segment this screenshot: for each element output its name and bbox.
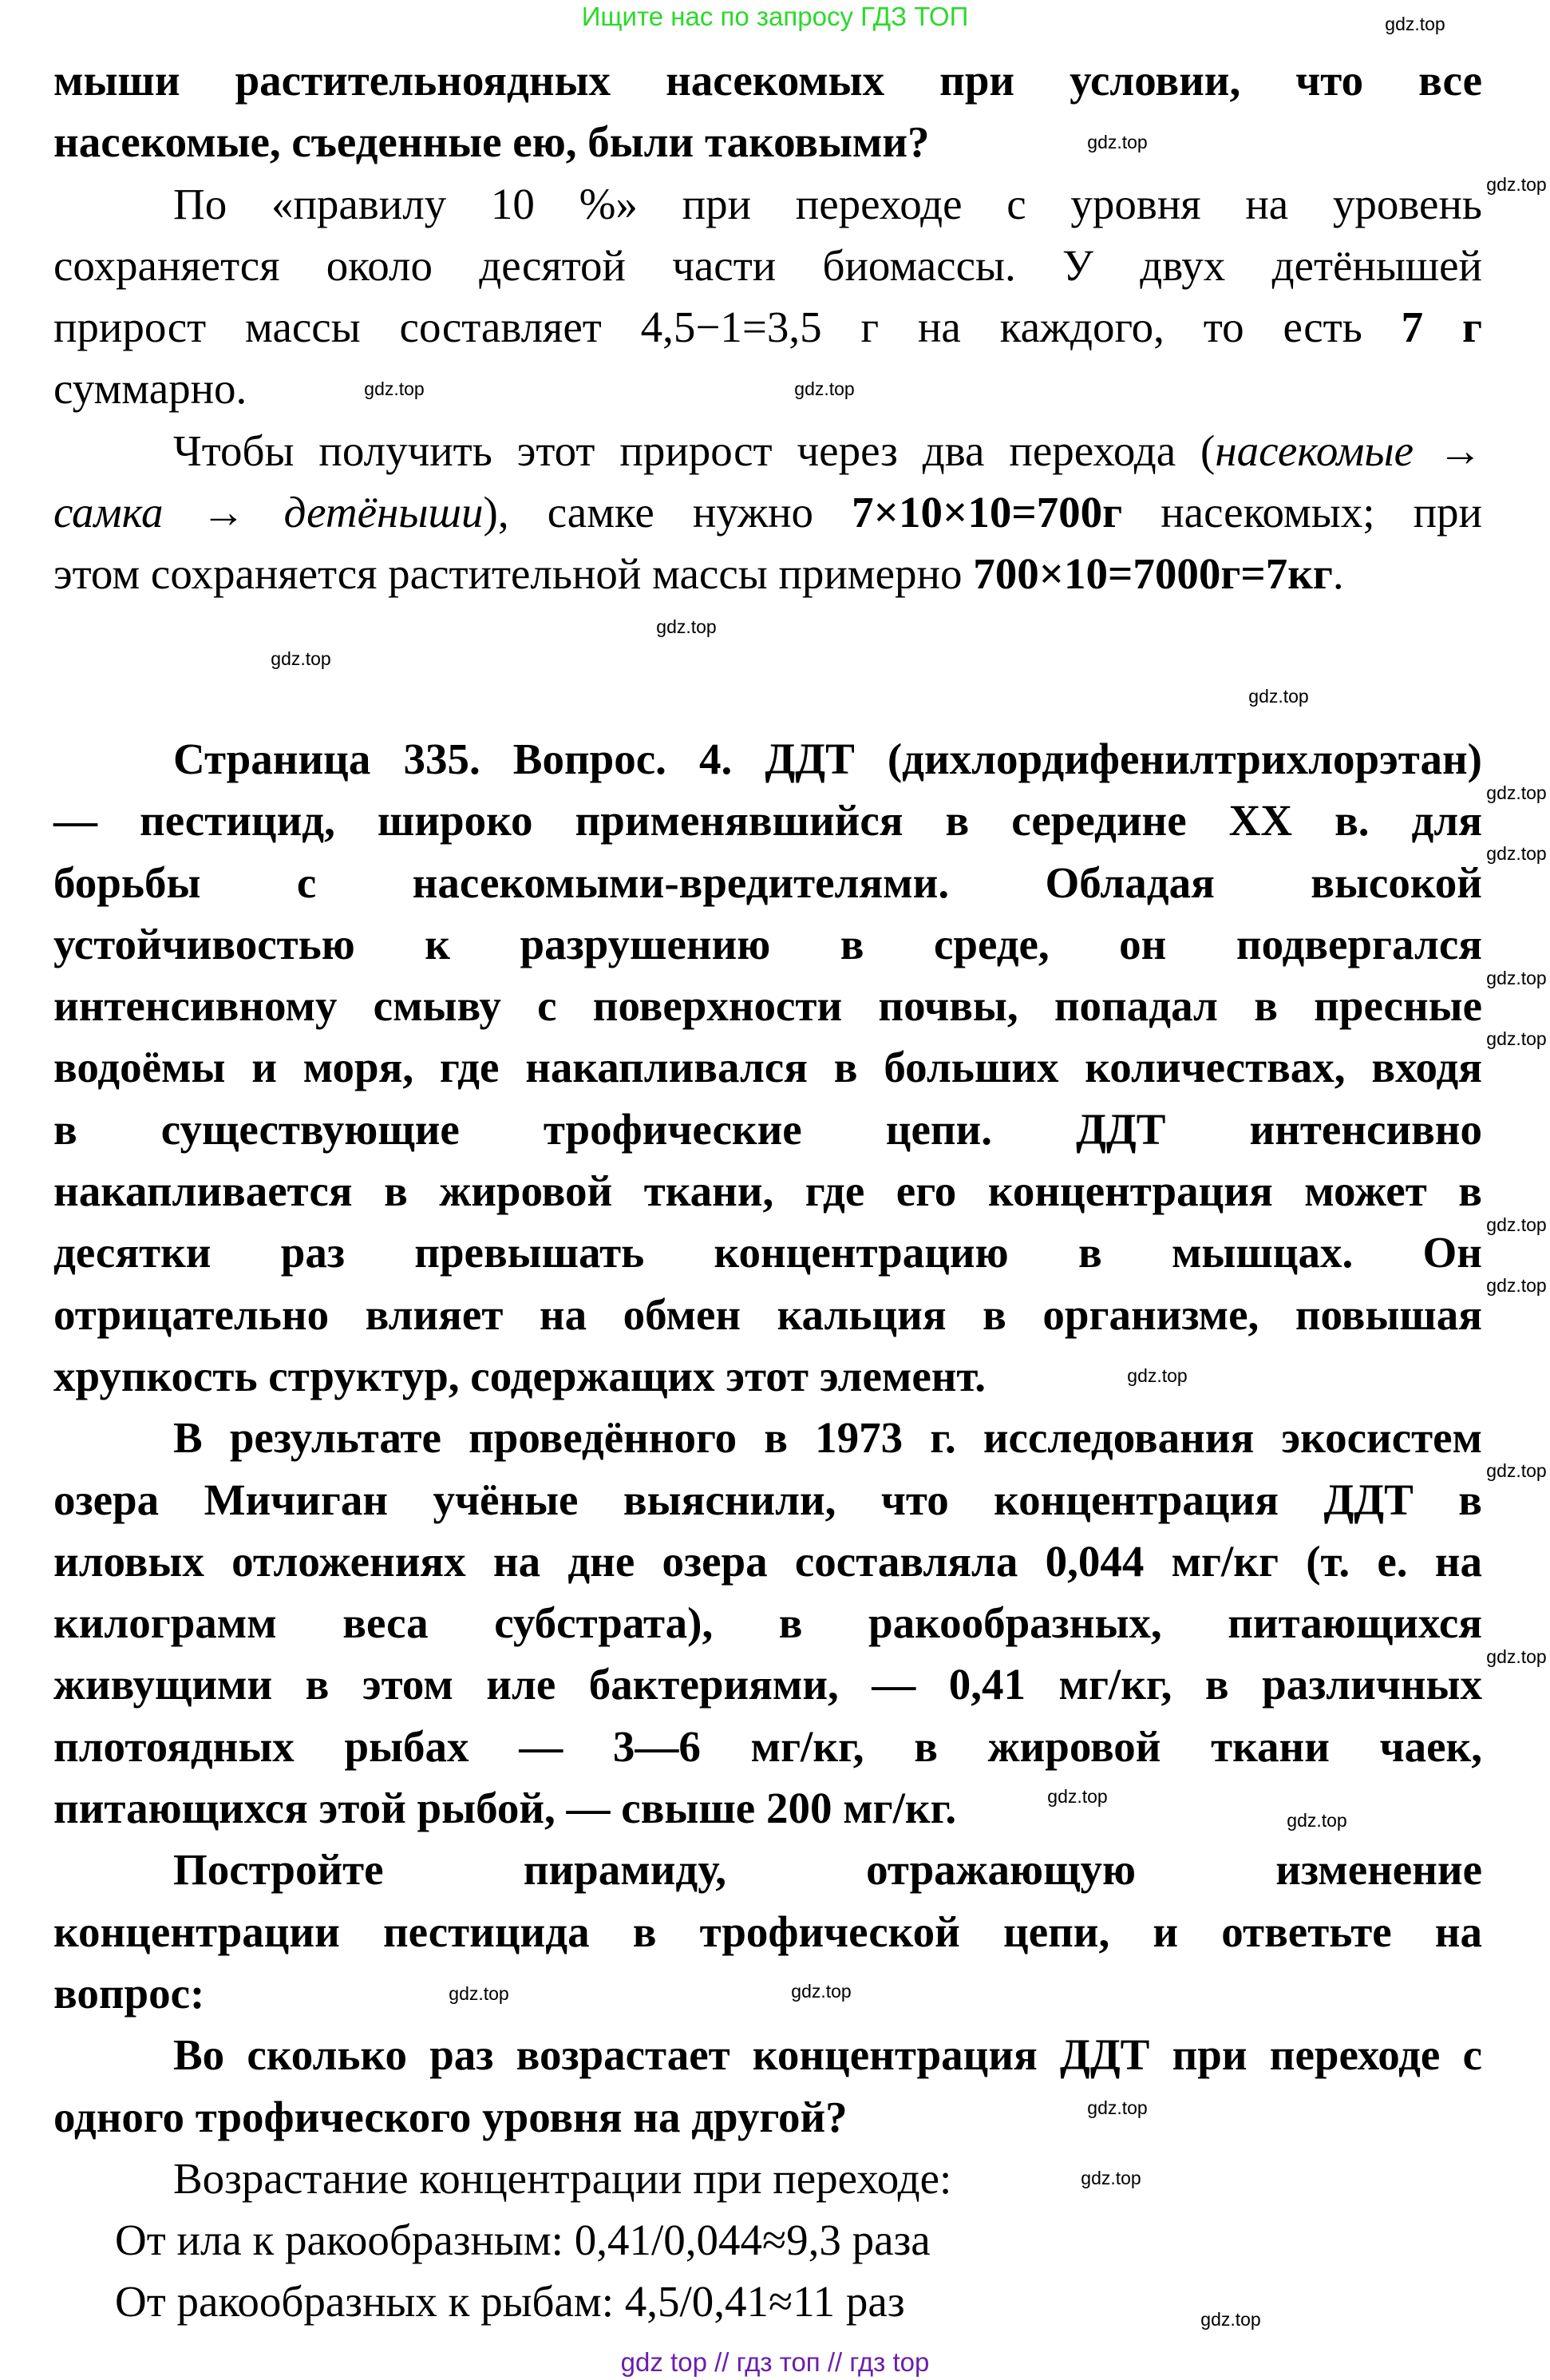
watermark: gdz.top bbox=[1486, 1028, 1547, 1049]
watermark: gdz.top bbox=[1087, 132, 1148, 152]
text-line bbox=[53, 2209, 931, 2271]
bold-text: десятки раз превышать концентрацию в мышцах. Он bbox=[53, 1228, 1482, 1277]
bold-text: Во сколько раз возрастает концентрация ДДТ при переходе с bbox=[173, 2030, 1482, 2080]
watermark: gdz.top bbox=[791, 1981, 852, 2002]
answer-section bbox=[53, 50, 1482, 605]
bold-text: концентрации пестицида в трофической цепи, и ответьте на bbox=[53, 1907, 1482, 1956]
text-segment: → bbox=[1414, 426, 1483, 475]
text-segment: От ила к ракообразным: 0,41/0,044≈9,3 раза bbox=[115, 2216, 931, 2265]
text-line bbox=[53, 1777, 956, 1839]
text-line bbox=[53, 481, 1482, 543]
watermark: gdz.top bbox=[1486, 1214, 1547, 1235]
watermark: gdz.top bbox=[1127, 1365, 1188, 1386]
text-segment: . bbox=[1332, 549, 1344, 599]
text-line bbox=[53, 296, 1482, 358]
text-line bbox=[53, 1962, 204, 2024]
watermark: gdz.top bbox=[656, 616, 717, 637]
watermark: gdz.top bbox=[794, 378, 855, 399]
watermark: gdz.top bbox=[1486, 1460, 1547, 1481]
bold-text: одного трофического уровня на другой? bbox=[53, 2092, 848, 2141]
text-line bbox=[53, 235, 1482, 296]
text-line bbox=[53, 1407, 1482, 1468]
bold-text: водоёмы и моря, где накапливался в больших количествах, входя bbox=[53, 1043, 1482, 1092]
bold-text: озера Мичиган учёные выяснили, что концентрация ДДТ в bbox=[53, 1475, 1482, 1524]
text-line bbox=[53, 1345, 986, 1407]
italic-text: насекомые bbox=[1215, 426, 1414, 475]
bold-text: — пестицид, широко применявшийся в середине XX в. для bbox=[53, 796, 1482, 845]
watermark: gdz.top bbox=[1486, 174, 1547, 195]
bold-text: отрицательно влияет на обмен кальция в организме, повышая bbox=[53, 1289, 1482, 1339]
text-line bbox=[53, 728, 1482, 790]
text-line bbox=[53, 1716, 1482, 1777]
text-segment: этом сохраняется растительной массы примерно bbox=[53, 549, 974, 599]
bold-text: килограмм веса субстрата), в ракообразных, питающихся bbox=[53, 1598, 1482, 1648]
text-line bbox=[53, 420, 1482, 481]
text-segment: По «правилу 10 %» при переходе с уровня на уровень bbox=[173, 179, 1482, 228]
text-line bbox=[53, 1099, 1482, 1160]
watermark: gdz.top bbox=[1200, 2309, 1261, 2330]
watermark: gdz.top bbox=[364, 378, 425, 399]
text-line bbox=[53, 111, 930, 172]
text-line bbox=[53, 1036, 1482, 1098]
italic-text: детёныши bbox=[283, 488, 484, 537]
watermark: gdz.top bbox=[271, 648, 331, 669]
watermark: gdz.top bbox=[1087, 2097, 1148, 2118]
footer-links[interactable]: gdz top // гдз топ // гдз top bbox=[620, 2347, 930, 2377]
text-segment: ), самке нужно bbox=[483, 488, 852, 537]
bold-text: живущими в этом иле бактериями, — 0,41 мг/кг, в различных bbox=[53, 1660, 1482, 1709]
watermark: gdz.top bbox=[1248, 686, 1309, 707]
watermark: gdz.top bbox=[1486, 1646, 1547, 1667]
bold-text: хрупкость структур, содержащих этот элемент. bbox=[53, 1351, 987, 1400]
text-line bbox=[53, 2086, 848, 2148]
watermark: gdz.top bbox=[1486, 843, 1547, 864]
text-line bbox=[53, 2271, 905, 2332]
text-line bbox=[53, 1222, 1482, 1283]
bold-text: 7 г bbox=[1401, 303, 1482, 352]
text-line bbox=[53, 1653, 1482, 1715]
text-segment: Возрастание концентрации при переходе: bbox=[173, 2153, 952, 2203]
bold-text: Страница 335. Вопрос. 4. ДДТ (дихлордифенилтрихлорэтан) bbox=[173, 735, 1482, 783]
text-line bbox=[53, 1901, 1482, 1962]
bold-text: накапливается в жировой ткани, где его концентрация может в bbox=[53, 1166, 1482, 1216]
watermark: gdz.top bbox=[1385, 14, 1445, 34]
text-line bbox=[53, 1531, 1482, 1592]
watermark: gdz.top bbox=[1486, 968, 1547, 988]
bold-text: иловых отложениях на дне озера составляла 0,044 мг/кг (т. е. на bbox=[53, 1536, 1482, 1586]
text-line bbox=[53, 2148, 951, 2209]
watermark: gdz.top bbox=[1287, 1810, 1347, 1831]
text-line bbox=[53, 1592, 1482, 1653]
bold-text: мыши растительноядных насекомых при условии, что все bbox=[53, 56, 1482, 105]
bold-text: вопрос: bbox=[53, 1968, 205, 2018]
watermark: gdz.top bbox=[1486, 1275, 1547, 1296]
text-line bbox=[53, 975, 1482, 1036]
text-segment: От ракообразных к рыбам: 4,5/0,41≈11 раз bbox=[115, 2277, 905, 2327]
text-line bbox=[53, 1469, 1482, 1531]
text-line bbox=[53, 852, 1482, 913]
text-segment: прирост массы составляет 4,5−1=3,5 г на каждого, то есть bbox=[53, 303, 1402, 352]
text-line bbox=[53, 543, 1344, 604]
text-line bbox=[53, 1839, 1482, 1900]
text-segment: суммарно. bbox=[53, 364, 247, 414]
watermark: gdz.top bbox=[449, 1983, 509, 2004]
italic-text: самка bbox=[53, 488, 164, 537]
text-line bbox=[53, 1284, 1482, 1345]
bold-text: 700×10=7000г=7кг bbox=[973, 549, 1333, 599]
bold-text: устойчивостью к разрушению в среде, он подвергался bbox=[53, 919, 1482, 968]
text-line bbox=[53, 2024, 1482, 2085]
watermark: gdz.top bbox=[1081, 2168, 1141, 2188]
text-line bbox=[53, 790, 1482, 851]
watermark: gdz.top bbox=[1486, 782, 1547, 803]
bold-text: Постройте пирамиду, отражающую изменение bbox=[173, 1845, 1482, 1895]
text-line bbox=[53, 358, 247, 419]
text-segment: насекомых; при bbox=[1122, 488, 1482, 537]
bold-text: насекомые, съеденные ею, были таковыми? bbox=[53, 117, 930, 167]
text-segment: Чтобы получить этот прирост через два перехода ( bbox=[173, 426, 1216, 475]
text-line bbox=[53, 50, 1482, 111]
search-banner: Ищите нас по запросу ГДЗ ТОП bbox=[581, 2, 969, 31]
bold-text: 7×10×10=700г bbox=[852, 488, 1123, 537]
text-line bbox=[53, 1160, 1482, 1222]
text-segment: сохраняется около десятой части биомассы. У двух детёнышей bbox=[53, 240, 1482, 290]
bold-text: в существующие трофические цепи. ДДТ интенсивно bbox=[53, 1104, 1482, 1154]
bold-text: борьбы с насекомыми-вредителями. Обладая высокой bbox=[53, 857, 1482, 907]
watermark: gdz.top bbox=[1047, 1786, 1108, 1807]
bold-text: питающихся этой рыбой, — свыше 200 мг/кг. bbox=[53, 1784, 957, 1833]
bold-text: плотоядных рыбах — 3—6 мг/кг, в жировой ткани чаек, bbox=[53, 1721, 1482, 1771]
question-section bbox=[53, 728, 1482, 2333]
bold-text: В результате проведённого в 1973 г. исследования экосистем bbox=[173, 1413, 1482, 1463]
text-segment: → bbox=[163, 488, 284, 537]
text-line bbox=[53, 173, 1482, 235]
text-line bbox=[53, 913, 1482, 975]
bold-text: интенсивному смыву с поверхности почвы, попадал в пресные bbox=[53, 981, 1482, 1031]
